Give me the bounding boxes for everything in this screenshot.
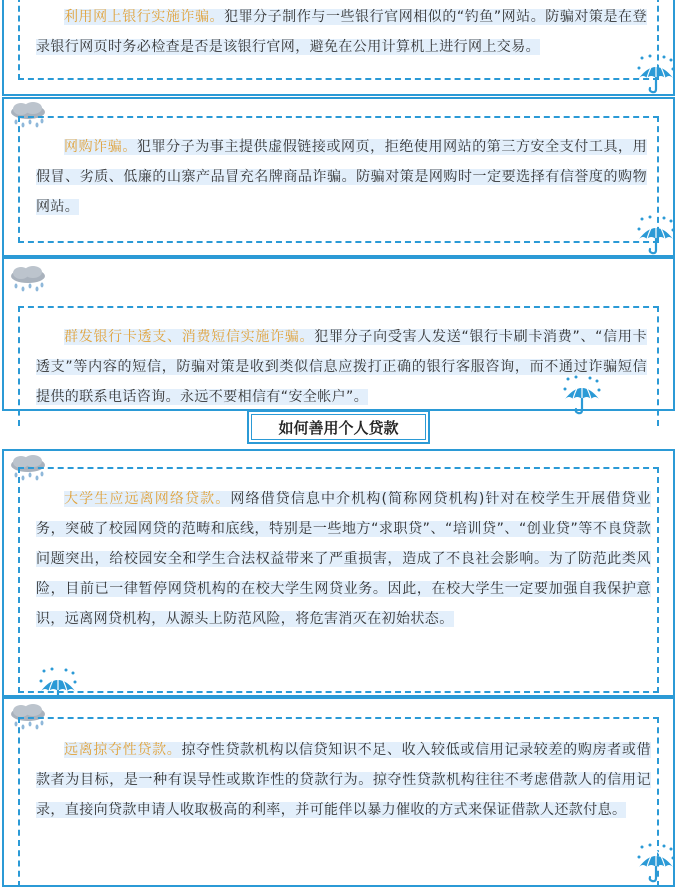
tip-body: 网络借贷信息中介机构(简称网贷机构)针对在校学生开展借贷业务，突破了校园网贷的范畴和底线，特别是一些地方“求职贷”、“培训贷”、“创业贷”等不良贷款问题突出，给校园安全和学生合法权益带来了严重损害，造成了不良社会影响。为了防范此类风险，目前已一律暂停网贷机构的在校大学生网贷业务。因此，在校大学生一定要加强自我保护意识，远离网贷机构，从源头上防范风险，将危害消灭在初始状态。 (36, 491, 651, 627)
tip-card-campus-loans (2, 449, 675, 697)
tip-body: 犯罪分子向受害人发送“银行卡刷卡消费”、“信用卡透支”等内容的短信，防骗对策是收到类似信息应拨打正确的银行客服咨询，而不通过诈骗短信提供的联系电话咨询。永远不要相信有“安全帐户”。 (36, 329, 647, 405)
cloud-rain-icon (8, 265, 48, 293)
tip-card-online-banking (2, 0, 675, 96)
tip-heading: 群发银行卡透支、消费短信实施诈骗。 (64, 329, 315, 345)
section-title: 如何善用个人贷款 (247, 410, 430, 444)
tip-card-sms-fraud (2, 257, 675, 411)
tip-text (36, 132, 647, 222)
tip-card-online-shopping (2, 97, 675, 257)
tip-heading: 利用网上银行实施诈骗。 (64, 9, 225, 25)
umbrella-icon (636, 54, 676, 96)
tip-body: 犯罪分子制作与一些银行官网相似的“钓鱼”网站。防骗对策是在登录银行网页时务必检查是否是该银行官网，避免在公用计算机上进行网上交易。 (36, 9, 647, 55)
tip-heading: 网购诈骗。 (64, 139, 137, 155)
umbrella-icon (636, 215, 676, 257)
tip-heading: 远离掠夺性贷款。 (64, 742, 182, 758)
umbrella-icon (562, 375, 602, 417)
tip-body: 掠夺性贷款机构以信贷知识不足、收入较低或信用记录较差的购房者或借款者为目标，是一种有误导性或欺诈性的贷款行为。掠夺性贷款机构往往不考虑借款人的信用记录，直接向贷款申请人收取极高的利率，并可能伴以暴力催收的方式来保证借款人还款付息。 (36, 742, 651, 818)
tip-text (36, 2, 647, 62)
tip-text (36, 735, 651, 825)
tip-body: 犯罪分子为事主提供虚假链接或网页，拒绝使用网站的第三方安全支付工具，用假冒、劣质、低廉的山寨产品冒充名牌商品诈骗。防骗对策是网购时一定要选择有信誉度的购物网站。 (36, 139, 648, 215)
tip-heading: 大学生应远离网络贷款。 (64, 491, 231, 507)
umbrella-icon (636, 843, 676, 885)
tip-text (36, 484, 651, 634)
tip-card-predatory-loans (2, 697, 675, 887)
tip-text (36, 322, 647, 412)
